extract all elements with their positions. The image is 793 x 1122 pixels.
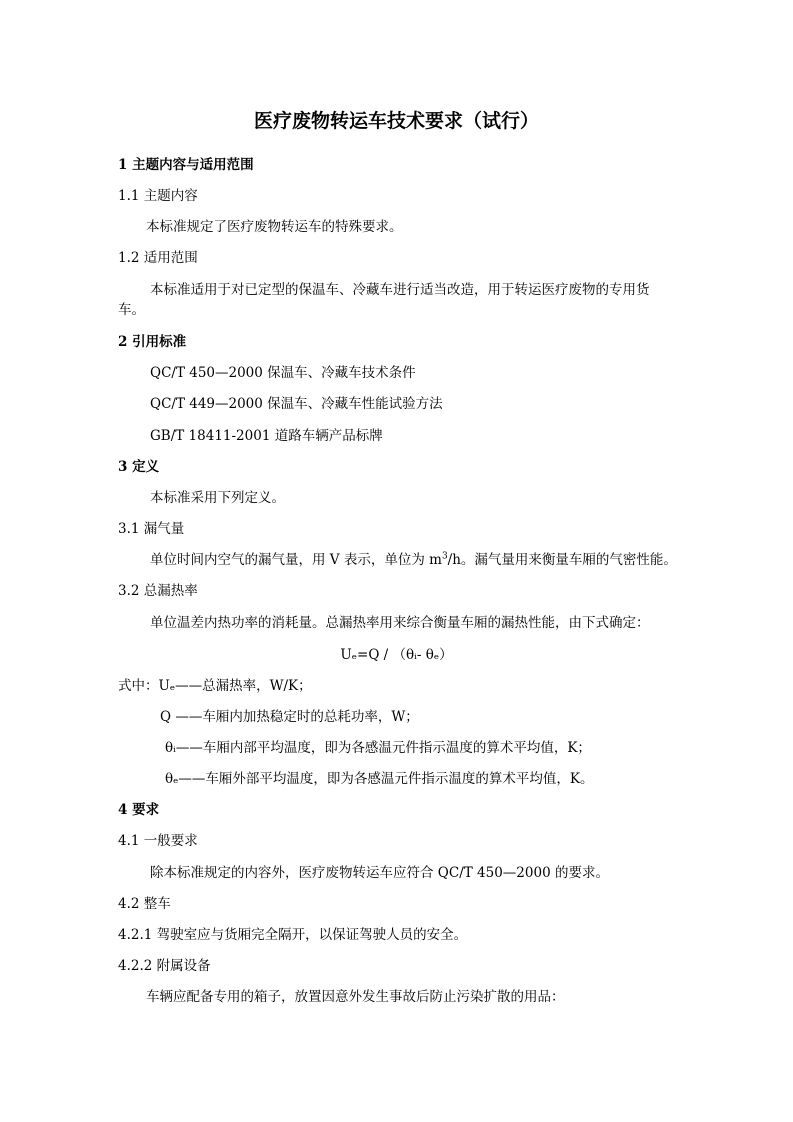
section-1-2-text-line1: 本标准适用于对已定型的保温车、冷藏车进行适当改造，用于转运医疗废物的专用货 xyxy=(150,282,650,298)
section-4-1-text: 除本标准规定的内容外，医疗废物转运车应符合 QC/T 450—2000 的要求。 xyxy=(150,865,609,881)
reference-item: QC/T 450—2000 保温车、冷藏车技术条件 xyxy=(150,365,416,381)
section-3-1-text xyxy=(150,551,677,569)
definition-ue: Uₑ——总漏热率，W/K； xyxy=(158,678,312,694)
section-3-1-heading: 3.1 漏气量 xyxy=(118,521,185,537)
section-4-2-1-text: 4.2.1 驾驶室应与货厢完全隔开，以保证驾驶人员的安全。 xyxy=(118,927,468,943)
reference-item: GB/T 18411-2001 道路车辆产品标牌 xyxy=(150,428,383,444)
section-1-heading: 1 主题内容与适用范围 xyxy=(118,157,254,173)
where-prefix: 式中： xyxy=(118,678,159,694)
section-3-2-heading: 3.2 总漏热率 xyxy=(118,583,198,599)
section-3-1-text-b: /h。漏气量用来衡量车厢的气密性能。 xyxy=(447,552,677,568)
section-4-2-2-text: 车辆应配备专用的箱子，放置因意外发生事故后防止污染扩散的用品： xyxy=(146,989,565,1005)
section-4-2-2-heading: 4.2.2 附属设备 xyxy=(118,958,211,974)
section-4-heading: 4 要求 xyxy=(118,802,160,818)
definition-theta-e: θₑ——车厢外部平均温度，即为各感温元件指示温度的算术平均值，K。 xyxy=(165,771,594,787)
section-4-2-heading: 4.2 整车 xyxy=(118,896,171,912)
unit-superscript: 3 xyxy=(441,551,448,562)
section-3-2-text: 单位温差内热功率的消耗量。总漏热率用来综合衡量车厢的漏热性能，由下式确定： xyxy=(150,615,650,631)
section-4-1-heading: 4.1 一般要求 xyxy=(118,833,198,849)
reference-item: QC/T 449—2000 保温车、冷藏车性能试验方法 xyxy=(150,396,443,412)
section-2-heading: 2 引用标准 xyxy=(118,334,187,350)
section-1-2-text-line2: 车。 xyxy=(118,302,145,318)
section-3-intro: 本标准采用下列定义。 xyxy=(150,490,285,506)
section-1-1-text: 本标准规定了医疗废物转运车的特殊要求。 xyxy=(146,219,403,235)
definition-q: Q ——车厢内加热稳定时的总耗功率，W； xyxy=(160,709,419,725)
document-title: 医疗废物转运车技术要求（试行） xyxy=(253,110,539,132)
section-1-2-heading: 1.2 适用范围 xyxy=(118,250,198,266)
formula-where-line xyxy=(118,677,312,695)
definition-theta-i: θᵢ——车厢内部平均温度，即为各感温元件指示温度的算术平均值，K； xyxy=(165,740,591,756)
section-1-1-heading: 1.1 主题内容 xyxy=(118,188,198,204)
section-3-heading: 3 定义 xyxy=(118,459,160,475)
heat-leak-formula: Uₑ=Q / （θᵢ- θₑ） xyxy=(340,647,453,663)
section-3-1-text-a: 单位时间内空气的漏气量，用 V 表示，单位为 m xyxy=(150,552,442,568)
